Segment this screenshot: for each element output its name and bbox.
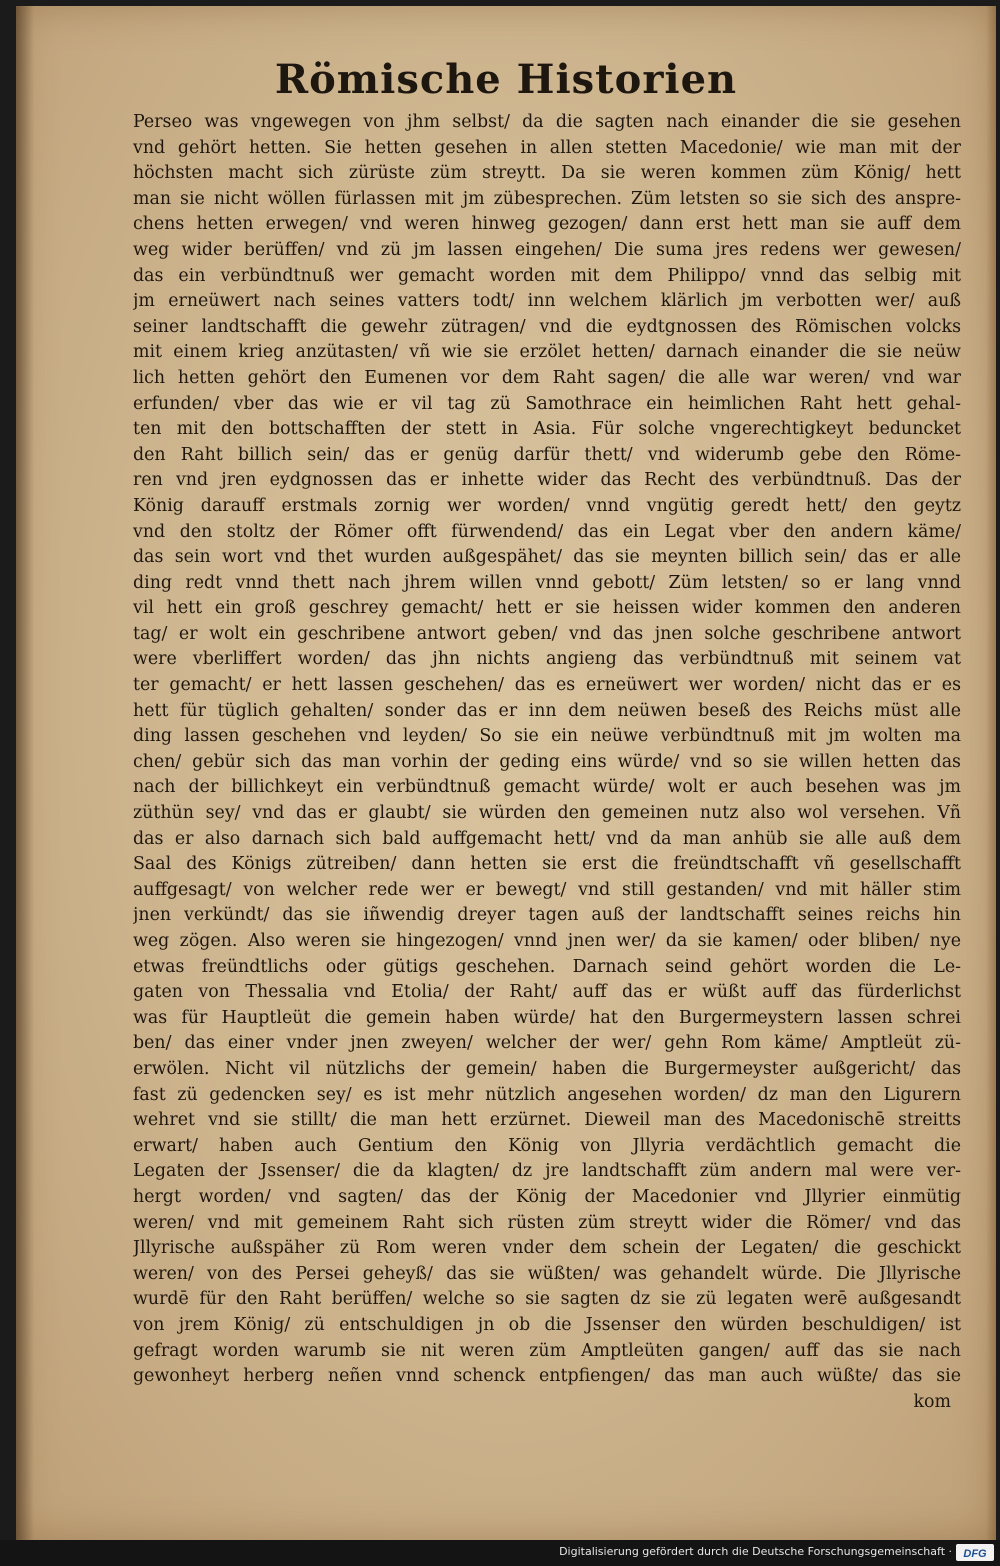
text-line: ben/ das einer vnder jnen zweyen/ welcher der wer/ gehn Rom käme/ Amptleüt zü-: [133, 1033, 961, 1054]
text-line: züthün sey/ vnd das er glaubt/ sie würden den gemeinen nutz also wol versehen. Vñ: [133, 803, 961, 824]
text-line: lich hetten gehört den Eumenen vor dem Raht sagen/ die alle war weren/ vnd war: [133, 367, 961, 388]
text-line: Saal des Königs zütreiben/ dann hetten sie erst die freündtschafft vñ gesellschafft: [133, 854, 961, 875]
text-line: erwölen. Nicht vil nützlichs der gemein/ haben die Burgermeyster außgericht/ das: [133, 1058, 961, 1079]
text-line: vnd gehört hetten. Sie hetten gesehen in allen stetten Macedonie/ wie man mit der: [133, 137, 961, 158]
text-line: chen/ gebür sich das man vorhin der geding eins würde/ vnd so sie willen hetten das: [133, 751, 961, 772]
text-line: weren/ vnd mit gemeinem Raht sich rüsten züm streytt wider die Römer/ vnd das: [133, 1212, 961, 1233]
text-line: ter gemacht/ er hett lassen geschehen/ das es erneüwert wer worden/ nicht das er es: [133, 675, 961, 696]
text-line: were vberliffert worden/ das jhn nichts angieng das verbündtnuß mit seinem vat: [133, 649, 961, 670]
text-line: vil hett ein groß geschrey gemacht/ hett er sie heissen wider kommen den anderen: [133, 598, 961, 619]
dfg-logo: [956, 1544, 994, 1561]
text-line: ding lassen geschehen vnd leyden/ So sie ein neüwe verbündtnuß mit jm wolten ma: [133, 726, 961, 747]
text-line: von jrem König/ zü entschuldigen jn ob die Jssenser den würden beschuldigen/ ist: [133, 1314, 961, 1335]
book-page: [16, 6, 996, 1540]
text-line: fast zü gedencken sey/ es ist mehr nützlich angesehen worden/ dz man den Ligurern: [133, 1084, 961, 1105]
text-line: das er also darnach sich bald auffgemacht hett/ vnd da man anhüb sie alle auß dem: [133, 828, 961, 849]
text-line: mit einem krieg anzütasten/ vñ wie sie erzölet hetten/ darnach einander die sie neüw: [133, 342, 961, 363]
text-line: vnd den stoltz der Römer offt fürwendend/ das ein Legat vber den andern käme/: [133, 521, 961, 542]
text-line: König darauff erstmals zornig wer worden/ vnnd vngütig geredt hett/ den geytz: [133, 495, 961, 516]
dfg-logo-icon: [958, 1546, 992, 1559]
text-line: höchsten macht sich zürüste züm streytt. Da sie weren kommen züm König/ hett: [133, 163, 961, 184]
footer-bar: [0, 1540, 1000, 1566]
text-line: chens hetten erwegen/ vnd weren hinweg gezogen/ dann erst hett man sie auff dem: [133, 214, 961, 235]
text-line: man sie nicht wöllen fürlassen mit jm zübesprechen. Züm letsten so sie sich des anspre-: [133, 188, 961, 209]
text-line: Jllyrische außspäher zü Rom weren vnder dem schein der Legaten/ die geschickt: [133, 1238, 961, 1259]
text-line: gaten von Thessalia vnd Etolia/ der Raht/ auff das er wüßt auff das fürderlichst: [133, 982, 961, 1003]
text-line: weren/ von des Persei geheyß/ das sie wüßten/ was gehandelt würde. Die Jllyrische: [133, 1263, 961, 1284]
text-line: wurdē für den Raht berüffen/ welche so sie sagten dz sie zü legaten werē außgesandt: [133, 1289, 961, 1310]
text-line: gewonheyt herberg neñen vnnd schenck entpfiengen/ das man auch wüßte/ das sie: [133, 1366, 961, 1387]
text-line: tag/ er wolt ein geschribene antwort geben/ vnd das jnen solche geschribene antwort: [133, 623, 961, 644]
text-line: das ein verbündtnuß wer gemacht worden mit dem Philippo/ vnnd das selbig mit: [133, 265, 961, 286]
text-line: erwart/ haben auch Gentium den König von Jllyria verdächtlich gemacht die: [133, 1135, 961, 1156]
funding-credit: Digitalisierung gefördert durch die Deutsche Forschungsgemeinschaft ·: [559, 1545, 952, 1558]
text-line: nach der billichkeyt ein verbündtnuß gemacht würde/ wolt er auch besehen was jm: [133, 777, 961, 798]
text-line: ren vnd jren eydgnossen das er inhette wider das Recht des verbündtnuß. Das der: [133, 470, 961, 491]
text-line: ding redt vnnd thett nach jhrem willen vnnd gebott/ Züm letsten/ so er lang vnnd: [133, 572, 961, 593]
text-line: jm erneüwert nach seines vatters todt/ inn welchem klärlich jm verbotten wer/ auß: [133, 291, 961, 312]
text-line: weg zögen. Also weren sie hingezogen/ vnnd jnen wer/ da sie kamen/ oder bliben/ nye: [133, 931, 961, 951]
running-head: Römische Historien: [274, 56, 738, 103]
text-line: wehret vnd sie stillt/ die man hett erzürnet. Dieweil man des Macedonischē streitts: [133, 1110, 961, 1131]
text-line: was für Hauptleüt die gemein haben würde/ hat den Burgermeystern lassen schrei: [133, 1007, 961, 1028]
text-line: kom: [913, 1391, 951, 1412]
dfg-logo-text: DFG: [963, 1548, 987, 1559]
text-line: auffgesagt/ von welcher rede wer er bewegt/ vnd still gestanden/ vnd mit häller stim: [133, 879, 961, 900]
text-line: etwas freündtlichs oder gütigs geschehen. Darnach seind gehört worden die Le-: [133, 956, 961, 977]
text-line: ten mit den bottschafften der stett in Asia. Für solche vngerechtigkeyt beduncket: [133, 419, 961, 440]
text-line: seiner landtschafft die gewehr zütragen/ vnd die eydtgnossen des Römischen volcks: [133, 316, 961, 337]
text-line: jnen verkündt/ das sie iñwendig dreyer tagen auß der landtschafft seines reichs hin: [133, 905, 961, 926]
text-line: das sein wort vnd thet wurden außgespähet/ das sie meynten billich sein/ das er alle: [133, 547, 961, 568]
text-line: hergt worden/ vnd sagten/ das der König der Macedonier vnd Jllyrier einmütig: [133, 1186, 961, 1207]
text-line: erfunden/ vber das wie er vil tag zü Samothrace ein heimlichen Raht hett gehal-: [133, 393, 961, 414]
text-line: Perseo was vngewegen von jhm selbst/ da die sagten nach einander die sie gesehen: [133, 112, 961, 132]
text-line: Legaten der Jssenser/ die da klagten/ dz jre landtschafft züm andern mal were ver-: [133, 1161, 961, 1182]
text-line: den Raht billich sein/ das er genüg darfür thett/ vnd widerumb gebe den Röme-: [133, 444, 961, 465]
text-line: gefragt worden warumb sie nit weren züm Amptleüten gangen/ auff das sie nach: [133, 1340, 961, 1361]
text-line: hett für tüglich gehalten/ sonder das er inn dem neüwen beseß des Reichs müst alle: [133, 700, 961, 721]
text-line: weg wider berüffen/ vnd zü jm lassen eingehen/ Die suma jres redens wer gewesen/: [133, 239, 961, 260]
body-text: [133, 110, 961, 1415]
